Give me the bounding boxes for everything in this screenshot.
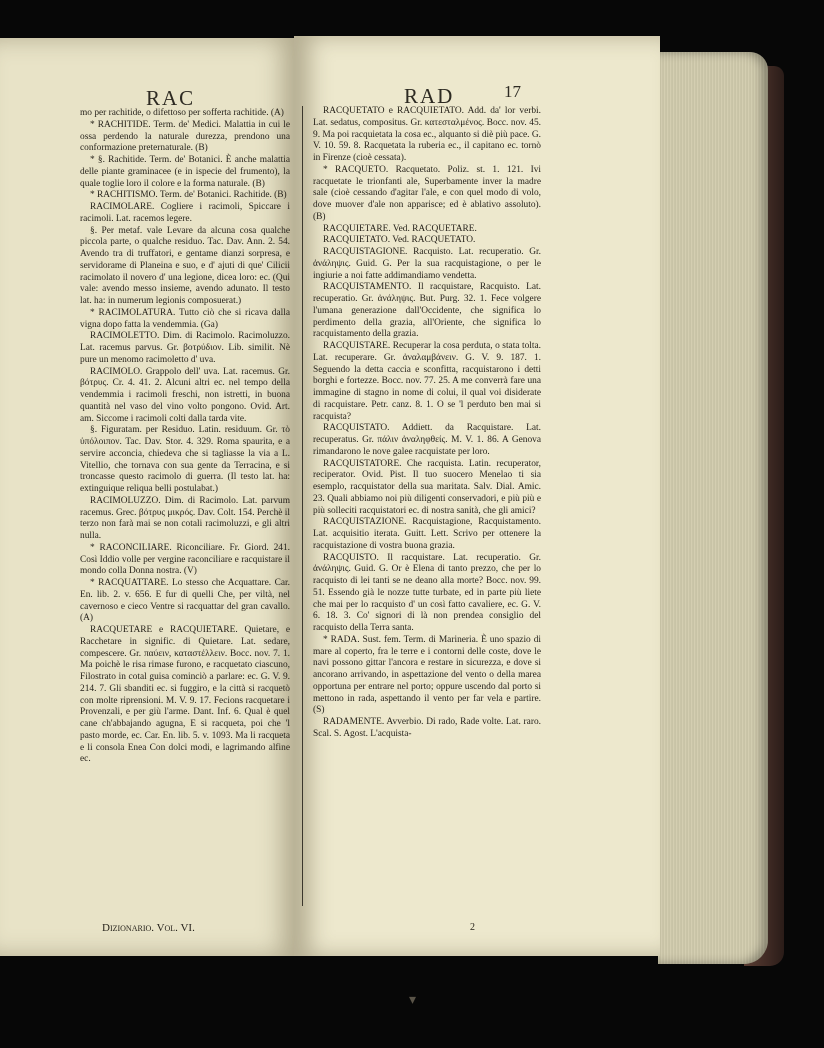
dictionary-entry: RACQUISTATORE. Che racquista. Latin. recuperator, reciperator. Ovid. Pist. Il tuo suocero Menelao ti sia esemplo, racquistator della sua maritata. Salv. Dial. Amic. 23. Quali abbiamo noi più diligenti conservadori, e più più e più solleciti racquistatori ec. di nostra sanità, che gli amici? [313, 458, 541, 516]
volume-footer: Dizionario. Vol. VI. [102, 922, 195, 934]
column-rule [302, 106, 303, 906]
dictionary-entry: RACQUISTAMENTO. Il racquistare, Racquisto. Lat. recuperatio. Gr. ἀνάληψις. But. Purg. 32. 1. Fece volgere l'umana generazione dall'Occidente, che significa lo perdimento della grazia, all'Oriente, che significa lo racquistamento della grazia. [313, 282, 541, 340]
dictionary-entry: * RACIMOLATURA. Tutto ciò che si ricava dalla vigna dopo fatta la vendemmia. (Ga) [80, 307, 290, 330]
dictionary-entry: RACQUETARE e RACQUIETARE. Quietare, e Racchetare in signific. di Quietare. Lat. sedare, compescere. Gr. παύειν, καταστέλλειν. Bocc. nov. 7. 1. Ma poichè le risa rimase furono, e racquetato ciascuno, Filostrato in cotal guisa cominciò a parlare: ec. G. V. 9. 214. 7. Gli sbanditi ec. si fuggiro, e la città si racquetò con molte riprensioni. M. V. 9. 17. Fecions racquetare i Provenzali, e per giù l'arme. Dant. Inf. 6. Qual è quel cane ch'abbajando agugna, E si racqueta, poi che 'l pasto morde, ec. Car. En. lib. 5. v. 1093. Ma li racqueta e li consola Enea Con dolci modi, e lagrimando alfine ec. [80, 625, 290, 765]
dictionary-entry: * §. Rachitide. Term. de' Botanici. È anche malattia delle piante graminacee (e in ispecie del frumento), la quale toglie loro il colore e la forma naturale. (B) [80, 155, 290, 189]
dictionary-entry: * RACQUETO. Racquetato. Poliz. st. 1. 121. Ivi racquetate le trionfanti ale, Superbamente inver la madre sale (cioè cessando d'agitar l'ale, e con quel modo di volo, dove muover d'ale non apparisce; ed è ablativo assoluto). (B) [313, 164, 541, 222]
dictionary-entry: * RACHITISMO. Term. de' Botanici. Rachitide. (B) [90, 190, 287, 201]
dictionary-entry: RACIMOLETTO. Dim. di Racimolo. Racimoluzzo. Lat. racemus parvus. Gr. βοτρύδιον. Lib. similit. Nè pure un menomo racimoletto d' uva. [80, 331, 290, 365]
left-running-head: RAC [146, 86, 196, 110]
dictionary-entry: RACQUISTARE. Recuperar la cosa perduta, o stata tolta. Lat. recuperare. Gr. ἀναλαμβάνειν. G. V. 9. 187. 1. Seguendo la detta caccia e sconfitta, racquistarono i detti borghi e fortezze. Bocc. nov. 77. 25. A me converrà fare una immagine di stagno in nome di colui, il qual voi disiderate di racquistare. Petr. canz. 8. 1. O se 'l perduto ben mai si racquista? [313, 341, 541, 422]
dictionary-entry: RACQUISTAZIONE. Racquistagione, Racquistamento. Lat. acquisitio iterata. Guitt. Lett. Scrivo per ottenere la racquistazione di vostra buona grazia. [313, 517, 541, 551]
dictionary-entry: RACQUISTATO. Addiett. da Racquistare. Lat. recuperatus. Gr. πάλιν ἀναληφθείς. M. V. 1. 86. A Genova rimandarono le nove galee racquistate per loro. [313, 423, 541, 457]
dictionary-entry: RACQUISTO. Il racquistare. Lat. recuperatio. Gr. ἀνάληψις. Guid. G. Or è Elena di tanto prezzo, che per lo racquisto di lei tanti se ne deano alla morte? Bocc. nov. 99. 51. Essendo già le nozze tutte turbate, ed in parte più liete che mai per lo racquisto d' un così fatto cavaliere, ec. G. V. 6. 18. 3. Co' signori di là non prendea consiglio del racquisto della Terra santa. [313, 552, 541, 633]
left-column [80, 108, 290, 766]
page-edges [658, 52, 768, 964]
dictionary-entry: §. Per metaf. vale Levare da alcuna cosa qualche piccola parte, o qualche residuo. Tac. Dav. Ann. 2. 54. Avendo tra di truffatori, e gentame dianzi sorpresa, e servidorame di Planeina e suo, e d' ajuti di que' Cilicii racimolato il novero d' una legione, dicea loro: ec. (Qui vale: avendo messo insieme, avendo adunato. Il testo lat. ha: in numerum legionis composuerat.) [80, 225, 290, 306]
dictionary-entry: §. Figuratam. per Residuo. Latin. residuum. Gr. τὸ ὑπόλοιπον. Tac. Dav. Stor. 4. 329. Roma spaurita, e a servire acconcia, chiedeva che si tagliasse la via a L. Vitellio, che tornava con sua gente da Terracina, e si troncasse questo racimolo di guerra. (Il testo lat. ha: extinguique reliqua belli postulabat.) [80, 425, 290, 494]
signature-mark: 2 [470, 922, 475, 933]
dictionary-entry: * RADA. Sust. fem. Term. di Marineria. È uno spazio di mare al coperto, fra le terre e i contorni delle coste, dove le navi possono gittar l'ancora e restare in sicurezza, e dove si ancorano arrivando, in aspettazione del vento o della marea opportuna per entrare nel porto; oppure uscendo dal porto si mettono in rada, aspettando il vento per far vela e partire. (S) [313, 634, 541, 716]
dictionary-entry: mo per rachitide, o difettoso per sofferta rachitide. (A) [80, 108, 284, 118]
dictionary-entry: * RACONCILIARE. Riconciliare. Fr. Giord. 241. Così Iddio volle per vergine raconciliare e racquistare il mondo colla Donna nostra. (V) [80, 542, 290, 577]
dictionary-entry: RADAMENTE. Avverbio. Di rado, Rade volte. Lat. raro. Scal. S. Agost. L'acquista- [313, 717, 541, 739]
pointer-mark-icon: ▾ [409, 993, 417, 1008]
dictionary-entry: RACIMOLUZZO. Dim. di Racimolo. Lat. parvum racemus. Grec. βότρυς μικρός. Dav. Colt. 154. Perchè il terzo non farà mai se non cotali racimoluzzi, e gli altri nulla. [80, 495, 290, 541]
right-column [313, 106, 541, 741]
dictionary-entry: RACIMOLO. Grappolo dell' uva. Lat. racemus. Gr. βότρυς. Cr. 4. 41. 2. Alcuni altri ec. nel tempo della vendemmia i racimoli freschi, non istretti, in buona quantità nel vaso del vino volto pongono. Ovid. Art. am. Siccome i racimoli colti dalla tarda vite. [80, 366, 290, 424]
page-number: 17 [504, 82, 521, 101]
right-running-head: RAD [404, 84, 455, 108]
dictionary-entry: RACQUETATO e RACQUIETATO. Add. da' lor verbi. Lat. sedatus, compositus. Gr. κατεσταλμένος. Bocc. nov. 45. 9. Ma poi racquietata la cosa ec., alquanto si diè più pace. G. V. 10. 59. 8. Racquetata la ruberia ec., il capitano ec. tornò in Firenze (cioè cessata). [313, 106, 541, 163]
dictionary-entry: RACQUIETATO. Ved. RACQUETATO. [323, 235, 476, 246]
dictionary-entry: RACIMOLARE. Cogliere i racimoli, Spiccare i racimoli. Lat. racemos legere. [80, 202, 290, 224]
dictionary-entry: RACQUISTAGIONE. Racquisto. Lat. recuperatio. Gr. ἀνάληψις. Guid. G. Per la sua racquistagione, o per le ingiurie a noi fatte addimandiamo vendetta. [313, 247, 541, 281]
dictionary-entry: RACQUIETARE. Ved. RACQUETARE. [323, 223, 477, 234]
dictionary-entry: * RACHITIDE. Term. de' Medici. Malattia in cui le ossa perdendo la naturale durezza, prendono una conformazione preternaturale. (B) [80, 119, 290, 154]
dictionary-entry: * RACQUATTARE. Lo stesso che Acquattare. Car. En. lib. 2. v. 656. E fur di quelli Che, per viltà, nel cavernoso e cieco Ventre si racquattar del gran cavallo. (A) [80, 578, 290, 624]
